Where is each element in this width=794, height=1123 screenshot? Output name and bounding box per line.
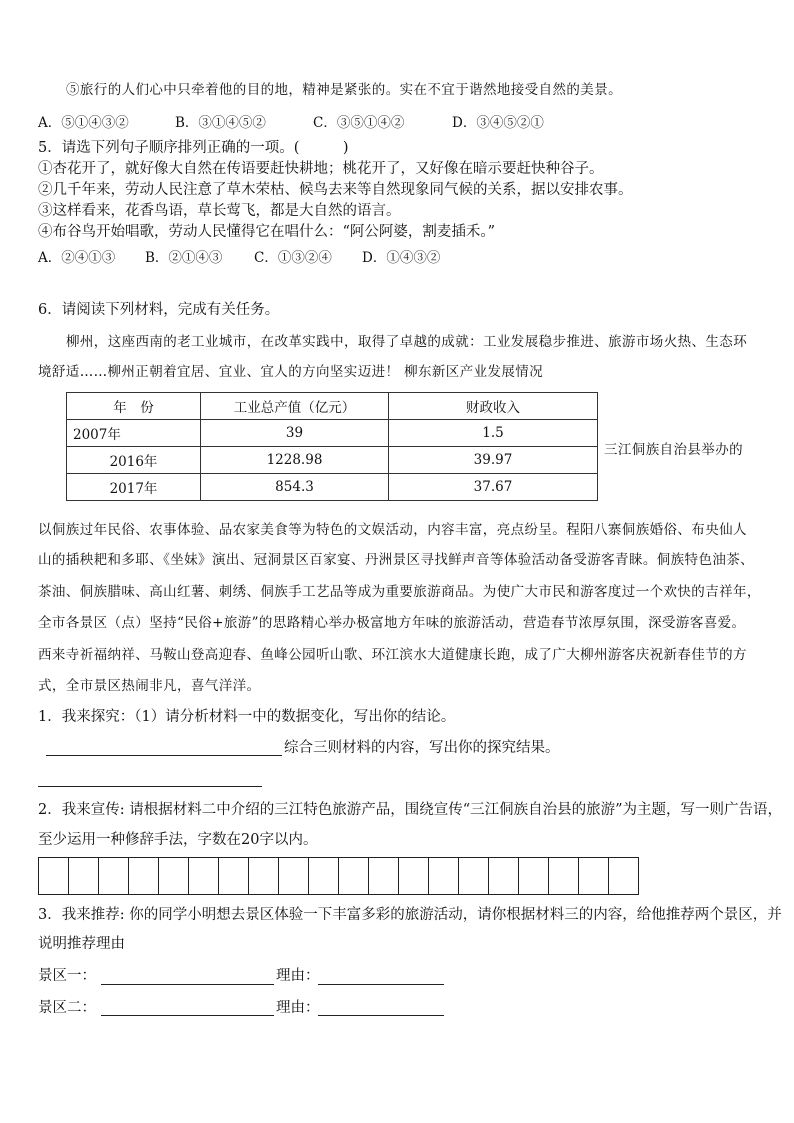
material2-line: 西来寺祈福纳祥、马鞍山登高迎春、鱼峰公园听山歌、环江滨水大道健康长跑，成了广大柳州游客庆祝新春佳节的方 — [38, 647, 747, 663]
grid-cell[interactable] — [579, 858, 609, 894]
grid-cell[interactable] — [519, 858, 549, 894]
table-cell-year: 2016年 — [67, 447, 201, 474]
task1-prompt: 1．我来探究：（1）请分析材料一中的数据变化，写出你的结论。 — [38, 709, 456, 725]
table-cell-output: 39 — [201, 420, 389, 447]
q5-sentence-1: ①杏花开了，就好像大自然在传语要赶快耕地；桃花开了，又好像在暗示要赶快种谷子。 — [38, 161, 604, 177]
q5-option-d[interactable]: D．①④③② — [362, 250, 441, 266]
grid-cell[interactable] — [429, 858, 459, 894]
q5-sentence-3: ③这样看来，花香鸟语，草长莺飞，都是大自然的语言。 — [38, 203, 401, 219]
grid-cell[interactable] — [309, 858, 339, 894]
material1-line1: 柳州，这座西南的老工业城市，在改革实践中，取得了卓越的成就：工业发展稳步推进、旅游市场火热、生态环 — [66, 334, 748, 350]
table-cell-year: 2017年 — [67, 474, 201, 501]
material2-line: 以侗族过年民俗、农事体验、品农家美食等为特色的文娱活动，内容丰富，亮点纷呈。程阳八寨侗族婚俗、布央仙人 — [38, 522, 747, 538]
slogan-writing-grid[interactable] — [38, 857, 639, 895]
grid-cell[interactable] — [189, 858, 219, 894]
table-row — [67, 420, 598, 447]
task1-part2-prompt: 综合三则材料的内容，写出你的探究结果。 — [284, 740, 560, 756]
table-row — [67, 447, 598, 474]
q4-option-b[interactable]: B．③①④⑤② — [175, 115, 266, 131]
table-cell-year: 2007年 — [67, 420, 201, 447]
table-header-row — [67, 393, 598, 420]
grid-cell[interactable] — [339, 858, 369, 894]
task3-prompt-line1: 3．我来推荐: 你的同学小明想去景区体验一下丰富多彩的旅游活动，请你根据材料三的内容，给他推荐两个景区，并 — [38, 907, 782, 923]
table-cell-revenue: 39.97 — [389, 447, 598, 474]
q4-option-d[interactable]: D．③④⑤②① — [452, 115, 544, 131]
material2-start: 三江侗族自治县举办的 — [604, 442, 743, 458]
grid-cell[interactable] — [249, 858, 279, 894]
task1-answer-line-1[interactable] — [46, 755, 282, 756]
scenic2-label: 景区二： — [38, 1000, 96, 1016]
table-row — [67, 474, 598, 501]
grid-cell[interactable] — [369, 858, 399, 894]
q4-option-c[interactable]: C．③⑤①④② — [313, 115, 405, 131]
q5-option-a[interactable]: A．②④①③ — [38, 250, 116, 266]
q5-sentence-2: ②几千年来，劳动人民注意了草木荣枯、候鸟去来等自然现象同气候的关系，据以安排农事。 — [38, 182, 633, 198]
task3-prompt-line2: 说明推荐理由 — [38, 936, 125, 952]
grid-cell[interactable] — [399, 858, 429, 894]
industry-table — [66, 392, 598, 501]
q5-sentence-4: ④布谷鸟开始唱歌，劳动人民懂得它在唱什么：“阿公阿婆，割麦插禾。” — [38, 224, 496, 240]
scenic1-reason-line[interactable] — [318, 984, 444, 985]
scenic1-answer-line[interactable] — [101, 984, 274, 985]
grid-cell[interactable] — [609, 858, 639, 894]
table-cell-revenue: 37.67 — [389, 474, 598, 501]
grid-cell[interactable] — [279, 858, 309, 894]
material2-line: 茶油、侗族腊味、高山红薯、刺绣、侗族手工艺品等成为重要旅游商品。为使广大市民和游客度过一个欢快的吉祥年， — [38, 584, 761, 600]
scenic1-reason-label: 理由： — [276, 968, 320, 984]
task1-answer-line-2[interactable] — [38, 786, 262, 787]
scenic1-label: 景区一： — [38, 968, 96, 984]
material1-line2: 境舒适……柳州正朝着宜居、宜业、宜人的方向坚实迈进！ 柳东新区产业发展情况 — [38, 364, 544, 380]
grid-cell[interactable] — [39, 858, 69, 894]
scenic2-answer-line[interactable] — [101, 1015, 274, 1016]
table-header-year: 年 份 — [67, 393, 201, 420]
grid-cell[interactable] — [159, 858, 189, 894]
table-cell-output: 1228.98 — [201, 447, 389, 474]
task2-prompt-line2: 至少运用一种修辞手法，字数在20字以内。 — [38, 832, 318, 848]
grid-cell[interactable] — [69, 858, 99, 894]
task2-prompt-line1: 2．我来宣传: 请根据材料二中介绍的三江特色旅游产品，围绕宣传“三江侗族自治县的旅游”为主题，写一则广告语， — [38, 802, 783, 818]
grid-cell[interactable] — [489, 858, 519, 894]
q4-line5: ⑤旅行的人们心中只牵着他的目的地，精神是紧张的。实在不宜于谐然地接受自然的美景。 — [66, 82, 622, 98]
grid-cell[interactable] — [549, 858, 579, 894]
grid-cell[interactable] — [219, 858, 249, 894]
q6-title: 6．请阅读下列材料，完成有关任务。 — [38, 302, 280, 318]
table-header-output: 工业总产值（亿元） — [201, 393, 389, 420]
q4-option-a[interactable]: A．⑤①④③② — [38, 115, 129, 131]
table-cell-output: 854.3 — [201, 474, 389, 501]
scenic2-reason-line[interactable] — [318, 1015, 444, 1016]
q5-option-c[interactable]: C．①③②④ — [254, 250, 332, 266]
scenic2-reason-label: 理由： — [276, 1000, 320, 1016]
table-cell-revenue: 1.5 — [389, 420, 598, 447]
table-header-revenue: 财政收入 — [389, 393, 598, 420]
grid-cell[interactable] — [459, 858, 489, 894]
q5-option-b[interactable]: B．②①④③ — [145, 250, 223, 266]
q5-title: 5．请选下列句子顺序排列正确的一项。( ) — [38, 140, 349, 156]
grid-cell[interactable] — [129, 858, 159, 894]
grid-cell[interactable] — [99, 858, 129, 894]
material2-line: 山的插秧耙和多耶、《坐妹》演出、冠洞景区百家宴、丹洲景区寻找鲜声音等体验活动备受游客青睐。侗族特色油茶、 — [38, 552, 755, 568]
material2-line: 全市各景区（点）坚持“民俗+旅游”的思路精心举办极富地方年味的旅游活动，营造春节浓厚氛围，深受游客喜爱。 — [38, 615, 746, 631]
material2-line: 式，全市景区热闹非凡，喜气洋洋。 — [38, 678, 261, 694]
